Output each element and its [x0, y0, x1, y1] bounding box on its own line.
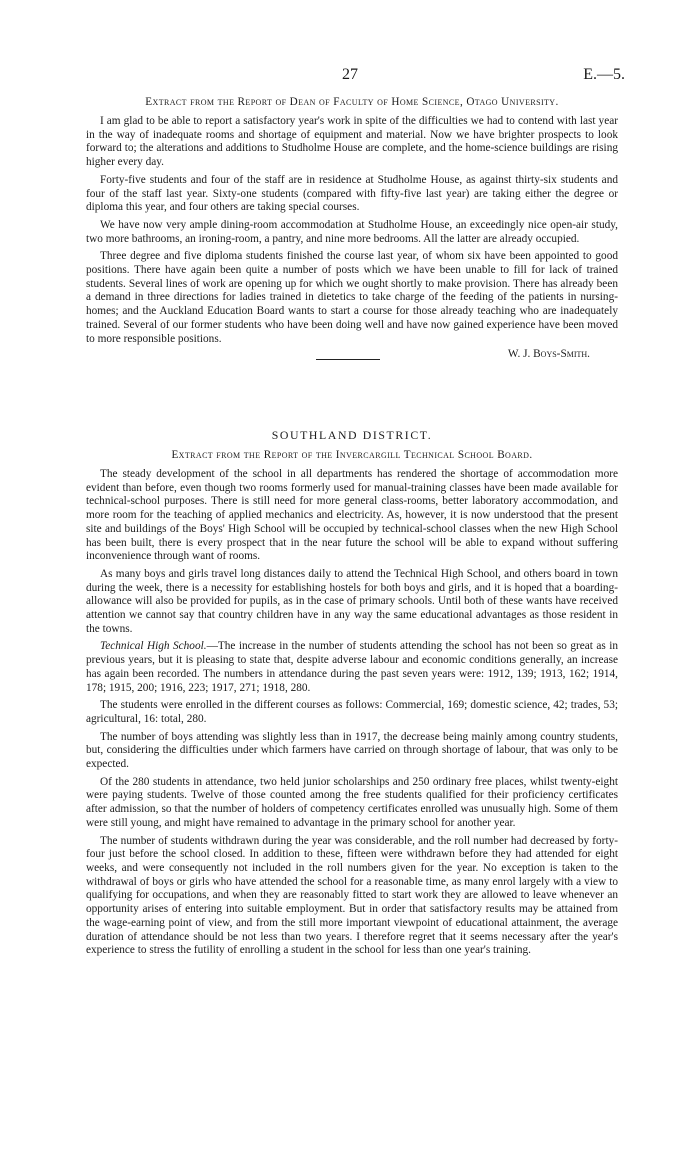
- technical-high-school-title: Technical High School.: [100, 640, 207, 653]
- southland-paragraph: The number of students withdrawn during the year was considerable, and the roll number had decreased by forty-four just before the school closed. In addition to these, fifteen were withdrawn before they had attended for eight weeks, and were consequently not included in the roll numbers given for the year. No exception is taken to the withdrawal of boys or girls who have attended the school for a reasonable time, as many enrol largely with a view to qualifying for occupations, and when they are reasonably fitted to start work they are allowed to leave whenever an opportunity arises of entering into suitable employment. But in order that satisfactory results may be attained from the wage-earning point of view, and from the still more important viewpoint of educational attainment, the average duration of attendance should be not less than two years. I therefore regret that it seems necessary after the year's experience to stress the futility of enrolling a student in the school for less than one year's training.: [86, 834, 618, 957]
- technical-high-school-paragraph: [86, 640, 618, 695]
- southland-heading: Extract from the Report of the Invercargill Technical School Board.: [171, 449, 533, 461]
- otago-paragraph: Forty-five students and four of the staff are in residence at Studholme House, as against thirty-six students and four of the staff last year. Sixty-one students (compared with fifty-five last year) are taking either the degree or diploma this year, and four others are taking special courses.: [86, 173, 618, 214]
- page-reference: E.—5.: [583, 66, 625, 83]
- district-heading: SOUTHLAND DISTRICT.: [271, 428, 433, 442]
- section-divider: [316, 359, 380, 360]
- southland-paragraph: As many boys and girls travel long distances daily to attend the Technical High School, and others board in town during the week, there is a necessity for establishing hostels for both boys and girls, and it is hoped that a boarding-allowance will also be provided for pupils, as in the case of primary schools. Until both of these wants have received attention we cannot say that country children have in any way the same educational advantages as those resident in the towns.: [86, 567, 618, 635]
- technical-high-school-text: —The increase in the number of students attending the school has not been so great as in previous years, but it is pleasing to state that, despite adverse labour and economic conditions generally, an increase has again been recorded. The numbers in attendance during the past seven years were: 1912, 139; 1913, 162; 1914, 178; 1915, 200; 1916, 223; 1917, 271; 1918, 280.: [86, 640, 618, 694]
- southland-section: [86, 428, 618, 962]
- signature: W. J. Boys-Smith.: [507, 348, 590, 361]
- otago-paragraph: We have now very ample dining-room accommodation at Studholme House, an exceedingly nice open-air study, two more bathrooms, an ironing-room, a pantry, and nine more bedrooms. All the latter are already occupied.: [86, 218, 618, 245]
- southland-paragraph: Of the 280 students in attendance, two held junior scholarships and 250 ordinary free places, whilst twenty-eight were paying students. Twelve of those counted among the free students qualified for their proficiency certificates after admission, so that the number of holders of competency certificates enrolled was unusually high. Some of them were still young, and might have remained to advantage in the primary school for another year.: [86, 775, 618, 829]
- otago-section: [86, 96, 618, 360]
- otago-paragraph: Three degree and five diploma students finished the course last year, of whom six have been appointed to good positions. There have again been quite a number of posts which we have been unable to fill for lack of trained students. Several lines of work are opening up for which we ought shortly to make provision. There has already been a demand in three directions for ladies trained in dietetics to take charge of the feeding of the patients in nursing-homes; and the Auckland Education Board wants to start a course for those already teaching who are inadequately trained. Several of our former students who have been doing well and have now gained experience have been moved to more responsible positions.: [86, 250, 618, 345]
- southland-paragraph: The students were enrolled in the different courses as follows: Commercial, 169; domestic science, 42; trades, 53; agricultural, 16: total, 280.: [86, 699, 618, 725]
- page-number: 27: [342, 66, 358, 83]
- southland-paragraph: The number of boys attending was slightly less than in 1917, the decrease being mainly among country students, but, considering the difficulties under which farmers have carried on through shortage of labour, that was only to be expected.: [86, 730, 618, 771]
- otago-paragraph: I am glad to be able to report a satisfactory year's work in spite of the difficulties we had to contend with last year in the way of inadequate rooms and shortage of equipment and material. Now we have brighter prospects to look forward to; the alterations and additions to Studholme House are complete, and the home-science buildings are rising higher every day.: [86, 115, 618, 169]
- otago-heading: Extract from the Report of Dean of Faculty of Home Science, Otago University.: [145, 96, 559, 108]
- southland-paragraph: The steady development of the school in all departments has rendered the shortage of accommodation more evident than before, even though two rooms formerly used for manual-training classes have been made available for technical-school purposes. There is still need for more general class-rooms, better laboratory accommodation, and more room for the teaching of applied mechanics and electricity. As, however, it is now understood that the present site and buildings of the Boys' High School will be occupied by technical-school classes when the new High School has been built, there is every prospect that in the near future the school will be able to expand without suffering inconvenience through want of rooms.: [86, 468, 618, 563]
